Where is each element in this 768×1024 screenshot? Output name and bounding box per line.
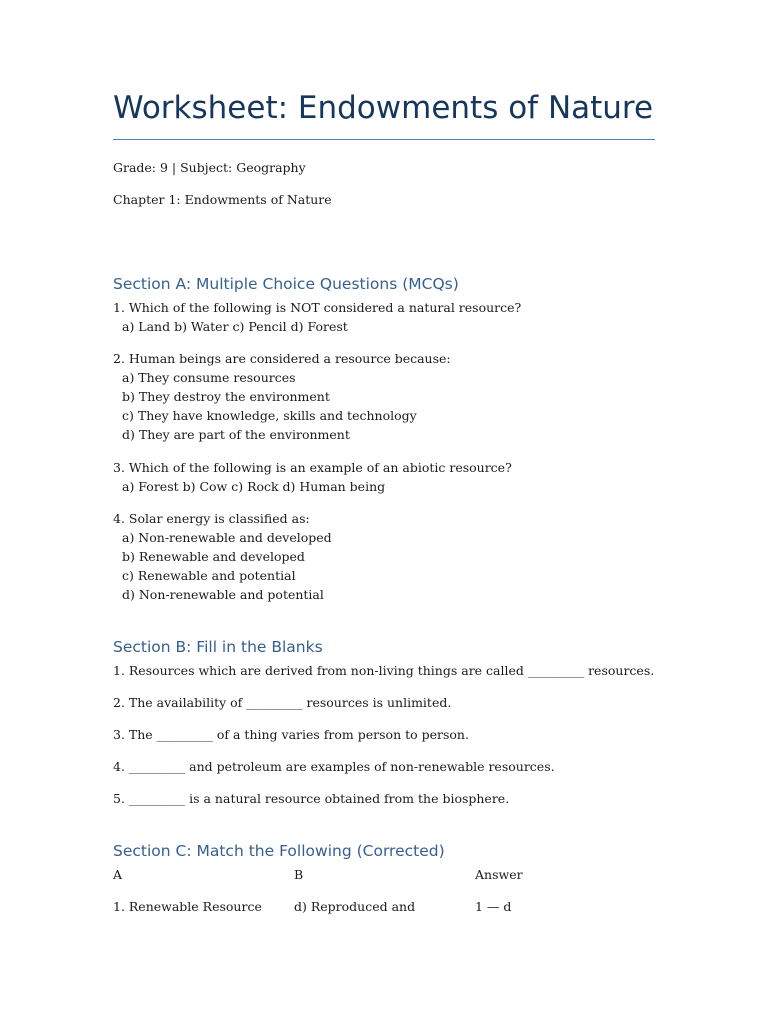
chapter-line: Chapter 1: Endowments of Nature <box>113 192 332 207</box>
column-header-b: B <box>294 867 304 882</box>
mcq-question-1 <box>113 298 521 336</box>
option-line: a) Land b) Water c) Pencil d) Forest <box>122 319 348 334</box>
table-cell: d) Reproduced and <box>294 899 416 914</box>
option-line: a) Forest b) Cow c) Rock d) Human being <box>122 479 386 494</box>
fill-blank-item-3: 3. The _________ of a thing varies from person to person. <box>113 727 469 742</box>
option-line: b) Renewable and developed <box>122 549 305 564</box>
title-underline <box>113 139 655 140</box>
page-title: Worksheet: Endowments of Nature <box>113 90 654 126</box>
column-header-a: A <box>113 867 123 882</box>
section-c-heading: Section C: Match the Following (Corrected) <box>113 842 445 860</box>
table-cell: 1. Renewable Resource <box>113 899 262 914</box>
mcq-question-3 <box>113 458 512 496</box>
option-line: c) They have knowledge, skills and technology <box>122 408 417 423</box>
option-line: d) Non-renewable and potential <box>122 587 324 602</box>
option-line: d) They are part of the environment <box>122 427 350 442</box>
table-cell: 1 — d <box>475 899 512 914</box>
question-text: 1. Which of the following is NOT considered a natural resource? <box>113 300 522 315</box>
question-text: 4. Solar energy is classified as: <box>113 511 310 526</box>
section-a-heading: Section A: Multiple Choice Questions (MCQs) <box>113 275 459 293</box>
mcq-question-4 <box>113 509 332 604</box>
mcq-question-2 <box>113 349 451 444</box>
question-text: 3. Which of the following is an example of an abiotic resource? <box>113 460 512 475</box>
fill-blank-item-1: 1. Resources which are derived from non-living things are called _________ resources. <box>113 663 655 678</box>
option-line: c) Renewable and potential <box>122 568 296 583</box>
option-line: a) Non-renewable and developed <box>122 530 332 545</box>
question-text: 2. Human beings are considered a resource because: <box>113 351 451 366</box>
grade-subject-line: Grade: 9 | Subject: Geography <box>113 160 306 175</box>
column-header-answer: Answer <box>475 867 523 882</box>
section-b-heading: Section B: Fill in the Blanks <box>113 638 323 656</box>
fill-blank-item-5: 5. _________ is a natural resource obtained from the biosphere. <box>113 791 510 806</box>
fill-blank-item-2: 2. The availability of _________ resources is unlimited. <box>113 695 452 710</box>
option-line: a) They consume resources <box>122 370 296 385</box>
option-line: b) They destroy the environment <box>122 389 330 404</box>
fill-blank-item-4: 4. _________ and petroleum are examples of non-renewable resources. <box>113 759 555 774</box>
